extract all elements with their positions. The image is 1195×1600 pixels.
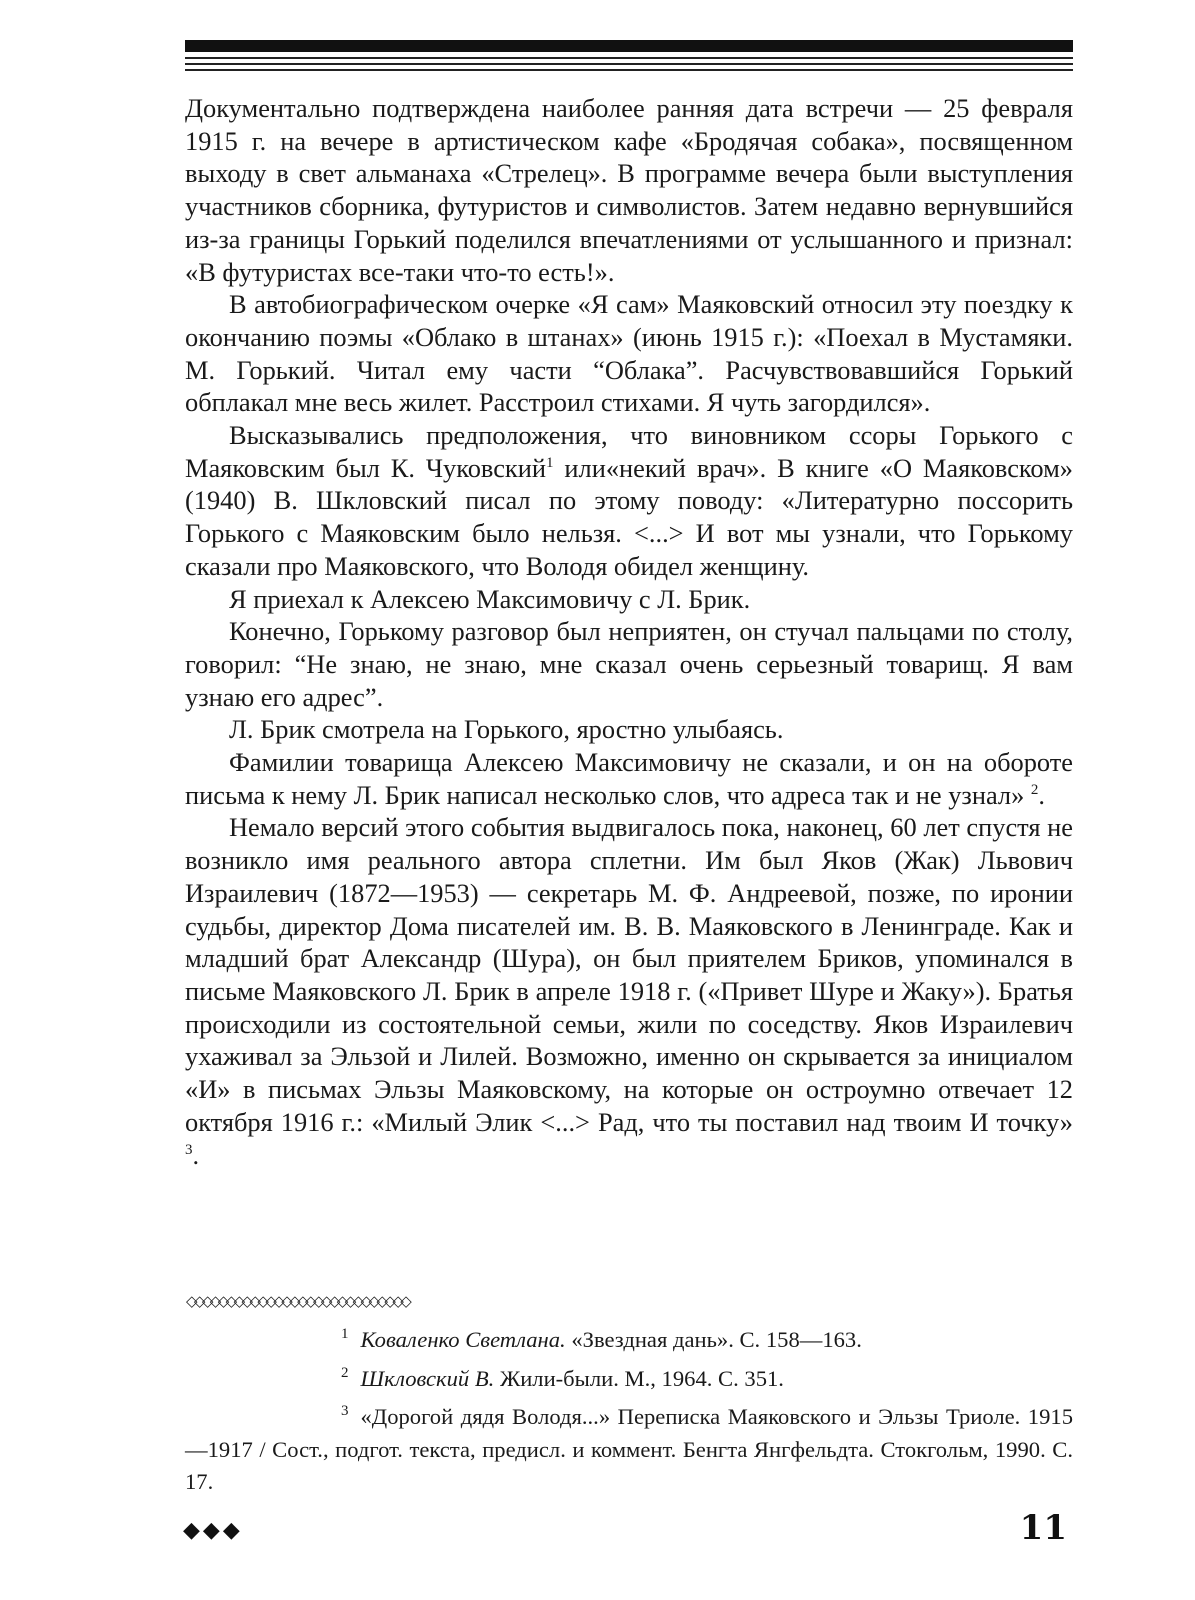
paragraph (185, 419, 1073, 583)
footnote-divider: ◇◇◇◇◇◇◇◇◇◇◇◇◇◇◇◇◇◇◇◇◇◇◇◇◇◇◇◇ (186, 1292, 409, 1310)
paragraph-text: Высказывались предположения, что виновником ссоры Горького с Маяковским был К. Чуковский (185, 420, 1073, 483)
paragraph-text: Фамилии товарища Алексею Максимовичу не сказали, и он на обороте письма к нему Л. Брик написал несколько слов, что адреса так и не узнал» (185, 747, 1073, 810)
footnote-number: 2 (341, 1364, 349, 1381)
diamond-ornament-icon: ◆◆◆ (183, 1518, 243, 1543)
paragraph-text: . (192, 1139, 200, 1170)
footnote-author: Коваленко Светлана. (360, 1327, 566, 1352)
footnote-ref: 3 (185, 1141, 193, 1158)
footnote-text: Жили-были. М., 1964. С. 351. (494, 1365, 784, 1391)
footnote-number: 1 (341, 1326, 349, 1342)
paragraph: Конечно, Горькому разговор был неприятен, он стучал пальцами по столу, говорил: “Не знаю, не знаю, мне сказал очень серьезный товарищ. Я вам узнаю его адрес”. (185, 616, 1073, 712)
footnotes (185, 1318, 1073, 1499)
page-number: 11 (1019, 1508, 1067, 1548)
paragraph-text: или«некий врач». В книге «О Маяковском» (1940) В. Шкловский писал по этому поводу: «Литературно поссорить Горького с Маяковским было нельзя. <...> И вот мы узнали, что Горькому сказали про Маяковского, что Володя обидел женщину. (185, 452, 1073, 581)
footnote-ref: 1 (546, 454, 554, 471)
footnote-text: «Дорогой дядя Володя...» Переписка Маяковского и Эльзы Триоле. 1915—1917 / Сост., подгот. текста, предисл. и коммент. Бенгта Янгфельдта. Стокгольм, 1990. С. 17. (185, 1404, 1073, 1495)
paragraph-text: Немало версий этого события выдвигалось пока, наконец, 60 лет спустя не возникло имя реального автора сплетни. Им был Яков (Жак) Львович Израилевич (1872—1953) — секретарь М. Ф. Андреевой, позже, по иронии судьбы, директор Дома писателей им. В. В. Маяковского в Ленинграде. Как и младший брат Александр (Шура), он был приятелем Бриков, упоминался в письме Маяковского Л. Брик в апреле 1918 г. («Привет Шуре и Жаку»). Братья происходили из состоятельной семьи, жили по соседству. Яков Израилевич ухаживал за Эльзой и Лилей. Возможно, именно он скрывается за инициалом «И» в письмах Эльзы Маяковскому, на которые он остроумно отвечает 12 октября 1916 г.: «Милый Элик <...> Рад, что ты поставил над твоим И точку» (185, 812, 1073, 1137)
header-rule (185, 40, 1073, 71)
footnote-number: 3 (341, 1403, 349, 1420)
footnote (185, 1318, 1073, 1357)
paragraph (185, 811, 1073, 1171)
footnote (185, 1395, 1073, 1499)
footnote (185, 1357, 1073, 1396)
footnote-ref: 2 (1030, 781, 1039, 798)
paragraph-text: . (1038, 779, 1046, 810)
footnote-text: «Звездная дань». С. 158—163. (565, 1327, 862, 1352)
paragraph: Я приехал к Алексею Максимовичу с Л. Брик. (229, 583, 751, 614)
paragraph: Документально подтверждена наиболее ранняя дата встречи — 25 февраля 1915 г. на вечере в артистическом кафе «Бродячая собака», посвященном выходу в свет альманаха «Стрелец». В программе вечера были выступления участников сборника, футуристов и символистов. Затем недавно вернувшийся из-за границы Горький поделился впечатлениями от услышанного и признал: «В футуристах все-таки что-то есть!». (185, 93, 1073, 287)
main-text (185, 92, 1073, 1171)
paragraph: В автобиографическом очерке «Я сам» Маяковский относил эту поездку к окончанию поэмы «Облако в штанах» (июнь 1915 г.): «Поехал в Мустамяки. М. Горький. Читал ему части “Облака”. Расчувствовавшийся Горький обплакал мне весь жилет. Расстроил стихами. Я чуть загордился». (185, 289, 1073, 418)
paragraph (185, 746, 1073, 811)
footnote-author: Шкловский В. (360, 1365, 495, 1391)
paragraph: Л. Брик смотрела на Горького, яростно улыбаясь. (229, 714, 784, 745)
